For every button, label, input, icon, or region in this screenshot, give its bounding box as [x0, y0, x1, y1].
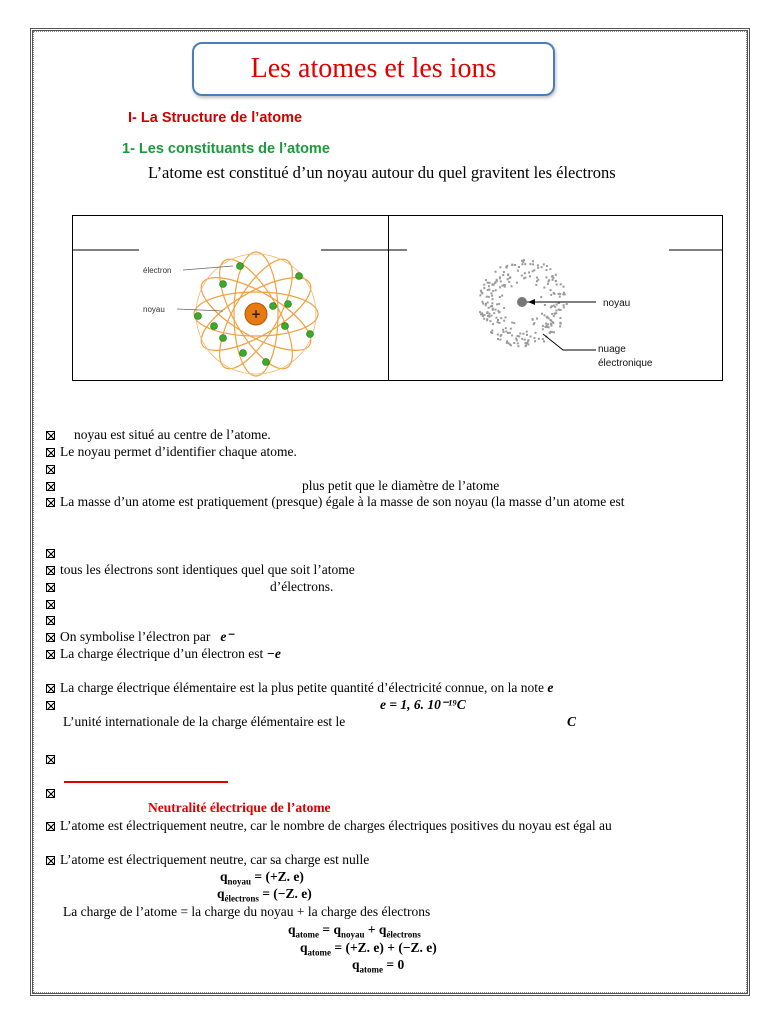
checkbox-icon [46, 583, 55, 592]
cloud-label-1: nuage [598, 344, 626, 355]
checkbox-icon [46, 650, 55, 659]
cloud-nucleus [517, 297, 527, 307]
intro-text: L’atome est constitué d’un noyau autour du quel gravitent les électrons [148, 163, 616, 182]
list-item: d’électrons. [46, 579, 333, 595]
list-item [46, 697, 60, 713]
checkbox-icon [46, 684, 55, 693]
checkbox-icon [46, 600, 55, 609]
list-item: La charge électrique d’un électron est −e [46, 646, 281, 662]
nucleus-label: noyau [143, 305, 165, 314]
svg-text:+: + [250, 307, 262, 321]
equation-electrons: $q_{électrons} = (-Z$. e) [217, 886, 312, 904]
equation-noyau: $q_{noyau} = (+Z$. e) [220, 869, 304, 887]
checkbox-icon [46, 549, 55, 558]
equation-atome-3: $q_{atome} = 0$ [352, 957, 405, 975]
list-item [46, 785, 60, 801]
equation-atome-2: $q_{atome} = (+Z$. e) + (−Z. e) [300, 940, 437, 958]
checkbox-icon [46, 616, 55, 625]
list-item [46, 461, 60, 477]
unit-line: L’unité internationale de la charge élémentaire est le [63, 714, 346, 729]
bohr-atom-drawing [143, 249, 321, 378]
list-item: tous les électrons sont identiques quel que soit l’atome [46, 562, 355, 578]
list-item: noyau est situé au centre de l’atome. [46, 427, 271, 443]
electron-cloud-drawing [479, 259, 653, 369]
checkbox-icon [46, 701, 55, 710]
checkbox-icon [46, 822, 55, 831]
page-title: Les atomes et les ions [250, 53, 497, 84]
subsection-heading: 1- Les constituants de l’atome [122, 141, 330, 157]
list-item: Le noyau permet d’identifier chaque atome. [46, 444, 297, 460]
neutrality-heading: Neutralité électrique de l’atome [148, 800, 331, 815]
checkbox-icon [46, 482, 55, 491]
section-heading: I- La Structure de l’atome [128, 110, 303, 126]
equation-atome-1: $q_{atome} = q_{noyau} + q_{électrons}$ [288, 922, 421, 940]
cloud-label-2: électronique [598, 358, 653, 369]
list-item: plus petit que le diamètre de l’atome [46, 478, 499, 494]
list-item: L’atome est électriquement neutre, car le nombre de charges électriques positives du noyau est égal au [46, 818, 612, 834]
checkbox-icon [46, 498, 55, 507]
checkbox-icon [46, 755, 55, 764]
checkbox-icon [46, 856, 55, 865]
checkbox-icon [46, 566, 55, 575]
list-item [46, 751, 60, 767]
list-item [46, 596, 60, 612]
title-box [192, 42, 555, 96]
atom-figure-table [72, 215, 723, 381]
checkbox-icon [46, 465, 55, 474]
checkbox-icon [46, 431, 55, 440]
list-item: La charge électrique élémentaire est la plus petite quantité d’électricité connue, on la note e [46, 680, 553, 696]
charge-sum-line: La charge de l’atome = la charge du noyau + la charge des électrons [63, 904, 431, 919]
cloud-nucleus-label: noyau [603, 298, 631, 309]
checkbox-icon [46, 633, 55, 642]
list-item: On symbolise l’électron par e⁻ [46, 629, 233, 645]
charge-value: e = 1, 6. 10⁻¹⁹C [380, 697, 466, 712]
list-item [46, 545, 60, 561]
checkbox-icon [46, 789, 55, 798]
list-item: L’atome est électriquement neutre, car sa charge est nulle [46, 852, 369, 868]
red-underline [64, 781, 228, 783]
list-item: La masse d’un atome est pratiquement (presque) égale à la masse de son noyau (la masse d’un atome est [46, 494, 625, 510]
checkbox-icon [46, 448, 55, 457]
electron-label: électron [143, 266, 172, 275]
atom-figure [73, 216, 724, 382]
list-item [46, 612, 60, 628]
unit-symbol: C [567, 714, 577, 729]
